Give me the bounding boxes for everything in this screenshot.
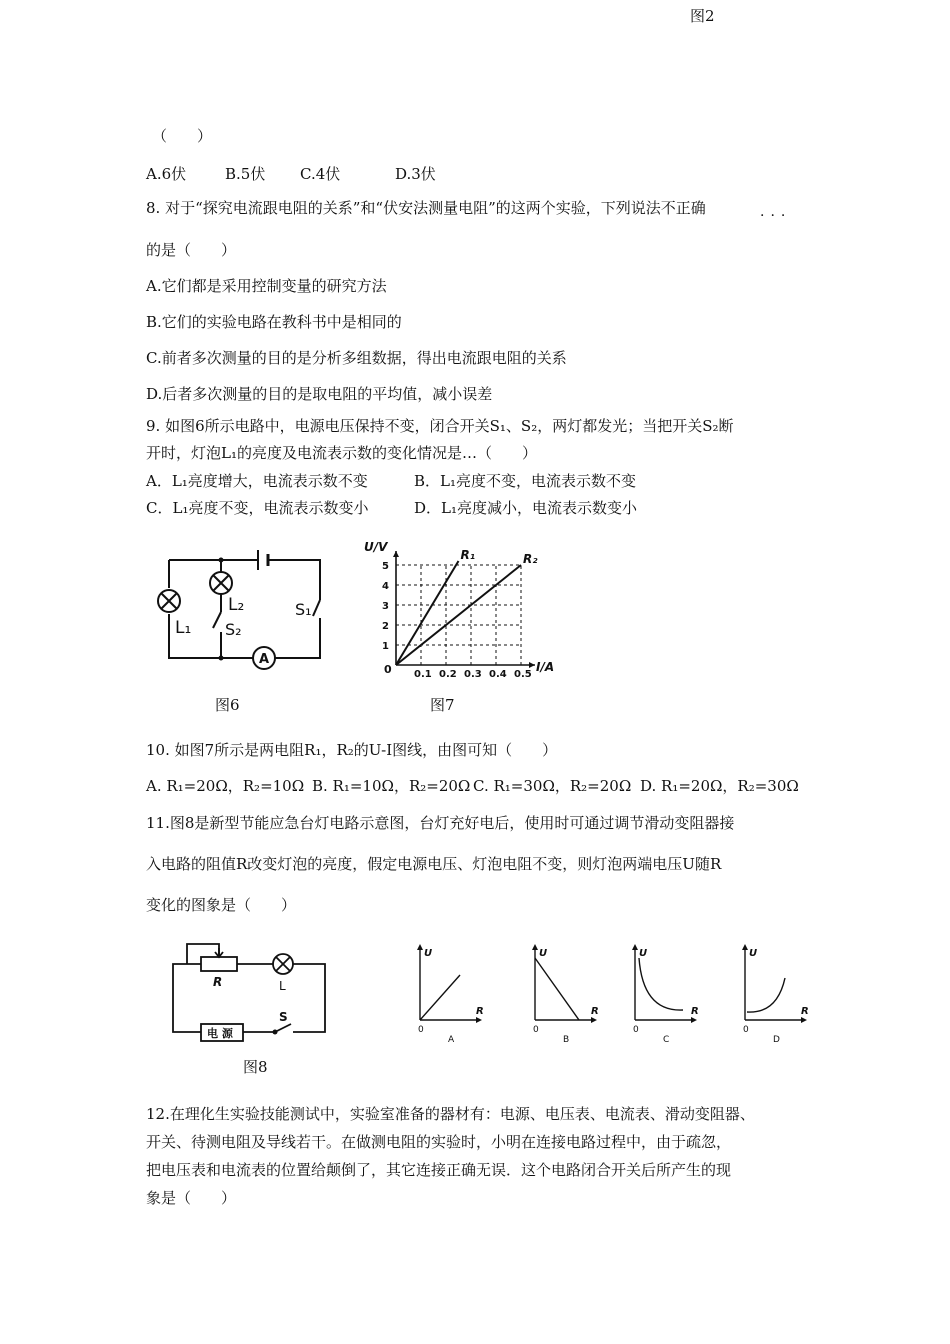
- graph-curve: [747, 978, 785, 1012]
- graph-r-label: R: [801, 1006, 809, 1017]
- q9-option-a: A．L₁亮度增大，电流表示数不变: [146, 472, 368, 490]
- graph-u-label: U: [539, 948, 548, 959]
- graph-u-arrow: [532, 944, 538, 950]
- q12-stem-line1: 12.在理化生实验技能测试中，实验室准备的器材有：电源、电压表、电流表、滑动变阻器、: [146, 1105, 755, 1123]
- label-s: S: [279, 1010, 288, 1024]
- q7-option-d: D.3伏: [395, 165, 436, 183]
- rheostat-icon: [201, 948, 237, 971]
- q9-stem-line2: 开时，灯泡L₁的亮度及电流表示数的变化情况是…（ ）: [146, 444, 537, 462]
- fig7-caption: 图7: [430, 696, 455, 714]
- q10-option-c: C. R₁=30Ω，R₂=20Ω: [473, 777, 632, 795]
- switch-s1-icon: [313, 600, 320, 616]
- graph-option-d: [742, 944, 809, 1045]
- graph-r-arrow: [801, 1017, 807, 1023]
- q12-stem-line3: 把电压表和电流表的位置给颠倒了，其它连接正确无误．这个电路闭合开关后所产生的现: [146, 1161, 732, 1179]
- chart-y-label: U/V: [364, 540, 388, 554]
- q12-stem-line2: 开关、待测电阻及导线若干。在做测电阻的实验时，小明在连接电路过程中，由于疏忽，: [146, 1133, 732, 1151]
- chart-origin: 0: [384, 663, 392, 676]
- lamp-icon: [273, 954, 293, 974]
- label-s2: S₂: [225, 620, 242, 639]
- q8-stem-line1: 8. 对于“探究电流跟电阻的关系”和“伏安法测量电阻”的这两个实验，下列说法不正确: [146, 199, 706, 217]
- graph-u-label: U: [424, 948, 433, 959]
- graph-u-label: U: [639, 948, 648, 959]
- y-tick-label: 4: [382, 581, 389, 592]
- q12-stem-line4: 象是（ ）: [146, 1189, 237, 1207]
- label-source: 电 源: [207, 1027, 233, 1040]
- graph-u-label: U: [749, 948, 758, 959]
- x-tick-label: 0.2: [439, 669, 457, 680]
- fig8-caption: 图8: [243, 1058, 268, 1076]
- q9-option-b: B．L₁亮度不变，电流表示数不变: [414, 472, 636, 490]
- y-tick-label: 5: [382, 561, 389, 572]
- y-tick-label: 2: [382, 621, 389, 632]
- label-l2: L₂: [228, 595, 245, 615]
- q10-option-b: B. R₁=10Ω，R₂=20Ω: [312, 777, 471, 795]
- q7-option-a: A.6伏: [146, 165, 187, 183]
- q9-stem-line1: 9. 如图6所示电路中，电源电压保持不变，闭合开关S₁、S₂，两灯都发光；当把开关S₂断: [146, 417, 734, 435]
- q8-stem-line2: 的是（ ）: [146, 241, 237, 259]
- graph-origin: 0: [743, 1025, 749, 1035]
- x-tick-label: 0.1: [414, 669, 432, 680]
- y-tick-label: 1: [382, 641, 389, 652]
- emphasis-dots: ···: [760, 208, 792, 224]
- graph-origin: 0: [633, 1025, 639, 1035]
- graph-curve: [420, 975, 460, 1020]
- series-line-2: [396, 565, 521, 665]
- graph-r-label: R: [476, 1006, 484, 1017]
- graph-option-a: [417, 944, 484, 1045]
- switch-s-icon: [273, 1024, 292, 1035]
- graph-origin: 0: [533, 1025, 539, 1035]
- graph-option-b: [532, 944, 599, 1045]
- power-source-icon: [201, 1024, 243, 1041]
- graph-name: A: [448, 1035, 455, 1045]
- q8-option-b: B.它们的实验电路在教科书中是相同的: [146, 313, 402, 331]
- ammeter-label: A: [259, 652, 270, 667]
- q7-option-b: B.5伏: [225, 165, 266, 183]
- figure-7-ui-chart: [360, 535, 560, 695]
- series-line-1: [396, 561, 459, 665]
- label-l1: L₁: [175, 618, 192, 638]
- graph-r-arrow: [476, 1017, 482, 1023]
- switch-s2-icon: [213, 612, 221, 628]
- chart-series: [396, 548, 538, 665]
- graph-u-arrow: [417, 944, 423, 950]
- fig6-caption: 图6: [215, 696, 240, 714]
- u-r-graph-options: [410, 940, 810, 1045]
- q9-option-c: C．L₁亮度不变，电流表示数变小: [146, 499, 369, 517]
- graph-origin: 0: [418, 1025, 424, 1035]
- q11-stem-line3: 变化的图象是（ ）: [146, 896, 297, 914]
- figure-6-circuit: [155, 540, 345, 690]
- x-tick-label: 0.3: [464, 669, 482, 680]
- graph-r-label: R: [591, 1006, 599, 1017]
- x-axis-arrow: [529, 662, 535, 668]
- q7-paren: （ ）: [152, 127, 213, 145]
- graph-name: D: [773, 1035, 780, 1045]
- x-tick-label: 0.4: [489, 669, 507, 680]
- q7-option-c: C.4伏: [300, 165, 341, 183]
- q11-stem-line2: 入电路的阻值R改变灯泡的亮度，假定电源电压、灯泡电阻不变，则灯泡两端电压U随R: [146, 855, 722, 873]
- q10-option-d: D. R₁=20Ω，R₂=30Ω: [640, 777, 799, 795]
- graph-r-label: R: [691, 1006, 699, 1017]
- q8-option-d: D.后者多次测量的目的是取电阻的平均值，减小误差: [146, 385, 493, 403]
- q9-option-d: D．L₁亮度减小，电流表示数变小: [414, 499, 638, 517]
- graph-name: C: [663, 1035, 670, 1045]
- series-label-2: R₂: [523, 552, 538, 566]
- y-tick-label: 3: [382, 601, 389, 612]
- graph-option-c: [632, 944, 699, 1045]
- label-r: R: [213, 975, 223, 989]
- graph-u-arrow: [632, 944, 638, 950]
- label-s1: S₁: [295, 600, 312, 619]
- q10-stem: 10. 如图7所示是两电阻R₁，R₂的U-I图线，由图可知（ ）: [146, 741, 558, 759]
- series-label-1: R₁: [460, 548, 475, 562]
- graph-curve: [535, 958, 579, 1020]
- q8-option-c: C.前者多次测量的目的是分析多组数据，得出电流跟电阻的关系: [146, 349, 567, 367]
- q10-option-a: A. R₁=20Ω，R₂=10Ω: [146, 777, 305, 795]
- x-tick-label: 0.5: [514, 669, 532, 680]
- fig2-caption: 图2: [690, 7, 715, 25]
- label-l: L: [279, 979, 286, 993]
- q8-option-a: A.它们都是采用控制变量的研究方法: [146, 277, 387, 295]
- lamp-l1-icon: [158, 590, 180, 612]
- graph-u-arrow: [742, 944, 748, 950]
- lamp-l2-icon: [210, 572, 232, 594]
- q11-stem-line1: 11.图8是新型节能应急台灯电路示意图，台灯充好电后，使用时可通过调节滑动变阻器接: [146, 814, 735, 832]
- chart-x-label: I/A: [536, 660, 555, 674]
- figure-8-circuit: [165, 942, 335, 1052]
- y-axis-arrow: [393, 551, 399, 557]
- graph-r-arrow: [591, 1017, 597, 1023]
- ammeter-icon: [253, 647, 275, 669]
- graph-curve: [639, 958, 683, 1010]
- chart-ticks: [382, 561, 532, 680]
- graph-name: B: [563, 1035, 570, 1045]
- graph-r-arrow: [691, 1017, 697, 1023]
